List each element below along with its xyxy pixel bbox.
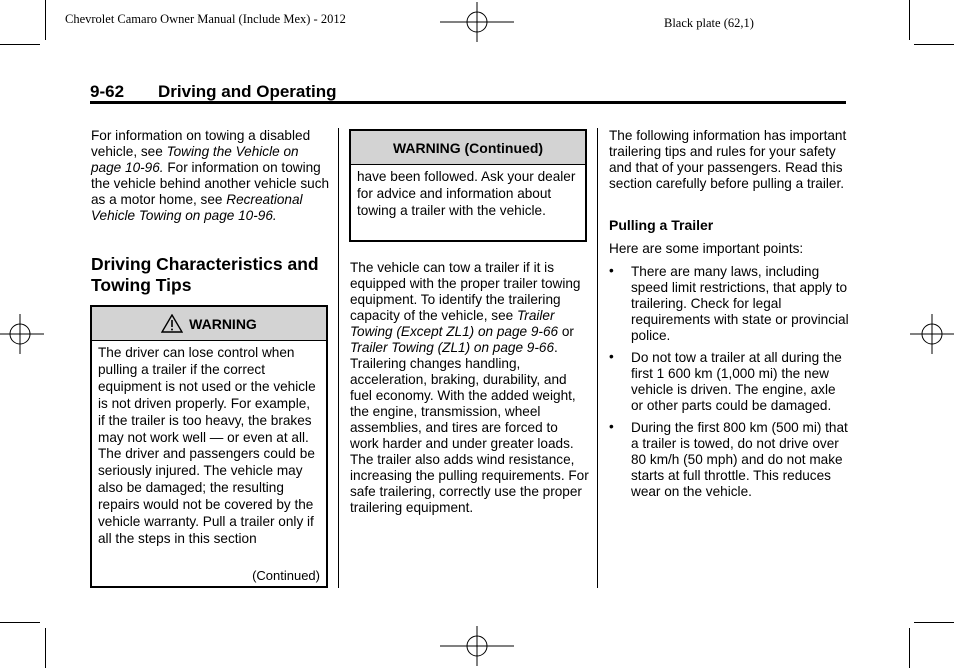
continued-label: (Continued) — [252, 568, 320, 583]
list-item: • Do not tow a trailer at all during the first 1 600 km (1,000 mi) the new vehicle is driven. The engine, axle or other parts could be damaged. — [609, 349, 842, 413]
bullet-icon: • — [609, 419, 614, 434]
column-divider — [597, 128, 598, 588]
title-rule — [90, 101, 846, 104]
intro-paragraph: For information on towing a disabled vehicle, see Towing the Vehicle on page 10-96. For information on towing the vehicle behind another vehicle such as a motor home, see Recreational Vehicle Towing on page 10-96. — [91, 128, 330, 223]
registration-mark-icon — [440, 626, 514, 666]
page-title — [90, 82, 337, 102]
warning-box-continued — [349, 129, 587, 242]
cross-reference[interactable]: Trailer Towing (Except ZL1) on page 9-66 — [350, 308, 559, 339]
warning-header — [92, 307, 326, 341]
trailering-intro: The following information has important trailering tips and rules for your safety and that of your passengers. Read this section carefully before pulling a trailer. — [609, 128, 847, 191]
warning-label: WARNING — [189, 315, 257, 332]
manual-title: Chevrolet Camaro Owner Manual (Include Mex) - 2012 — [65, 12, 346, 26]
warning-header: WARNING (Continued) — [351, 131, 585, 165]
warning-box — [90, 305, 328, 588]
warning-triangle-icon — [161, 314, 183, 333]
warning-text: The driver can lose control when pulling a trailer if the correct equipment is not used or the vehicle is not driven properly. For example, if the trailer is too heavy, the brakes may not work well — or even at all. The driver and passengers could be seriously injured. The vehicle may also be damaged; the resulting repairs would not be covered by the vehicle warranty. Pull a trailer only if all the steps in this section — [98, 345, 316, 546]
crop-mark — [0, 44, 40, 45]
cross-reference[interactable]: Recreational Vehicle Towing on page 10-96. — [91, 192, 303, 223]
cross-reference[interactable]: Trailer Towing (ZL1) on page 9-66 — [350, 340, 555, 355]
page-number: 9-62 — [90, 82, 125, 101]
crop-mark — [45, 628, 46, 668]
list-item: • During the first 800 km (500 mi) that a trailer is towed, do not drive over 80 km/h (50 mph) and do not make starts at full throttle. This reduces wear on the vehicle. — [609, 419, 848, 499]
bullet-icon: • — [609, 349, 614, 364]
registration-mark-icon — [440, 2, 514, 42]
crop-mark — [45, 0, 46, 40]
list-item: • There are many laws, including speed limit restrictions, that apply to trailering. Check for legal requirements with state or provincial police. — [609, 263, 849, 343]
crop-mark — [909, 628, 910, 668]
section-title: Driving and Operating — [158, 82, 337, 101]
section-heading: Driving Characteristics and Towing Tips — [91, 254, 319, 295]
warning-text: have been followed. Ask your dealer for advice and information about towing a trailer with the vehicle. — [357, 169, 576, 218]
subheading: Pulling a Trailer — [609, 217, 714, 233]
trailering-paragraph: The vehicle can tow a trailer if it is equipped with the proper trailer towing equipment. To identify the trailering capacity of the vehicle, see Trailer Towing (Except ZL1) on page 9-66 or Trailer Towing (ZL1) on page 9-66. Trailering changes handling, acceleration, braking, durability, and fuel economy. With the added weight, the engine, transmission, wheel assemblies, and tires are forced to work harder and under greater loads. The trailer also adds wind resistance, increasing the pulling requirements. For safe trailering, correctly use the proper trailering equipment. — [350, 260, 589, 515]
crop-mark — [914, 622, 954, 623]
registration-mark-icon — [0, 314, 44, 354]
cross-reference[interactable]: Towing the Vehicle on page 10-96. — [91, 144, 299, 175]
bullet-icon: • — [609, 263, 614, 278]
registration-mark-icon — [910, 314, 954, 354]
crop-mark — [914, 44, 954, 45]
crop-mark — [0, 622, 40, 623]
points-list — [609, 264, 849, 506]
column-divider — [338, 128, 339, 588]
crop-mark — [909, 0, 910, 40]
plate-label: Black plate (62,1) — [664, 16, 754, 30]
points-lead: Here are some important points: — [609, 241, 804, 256]
